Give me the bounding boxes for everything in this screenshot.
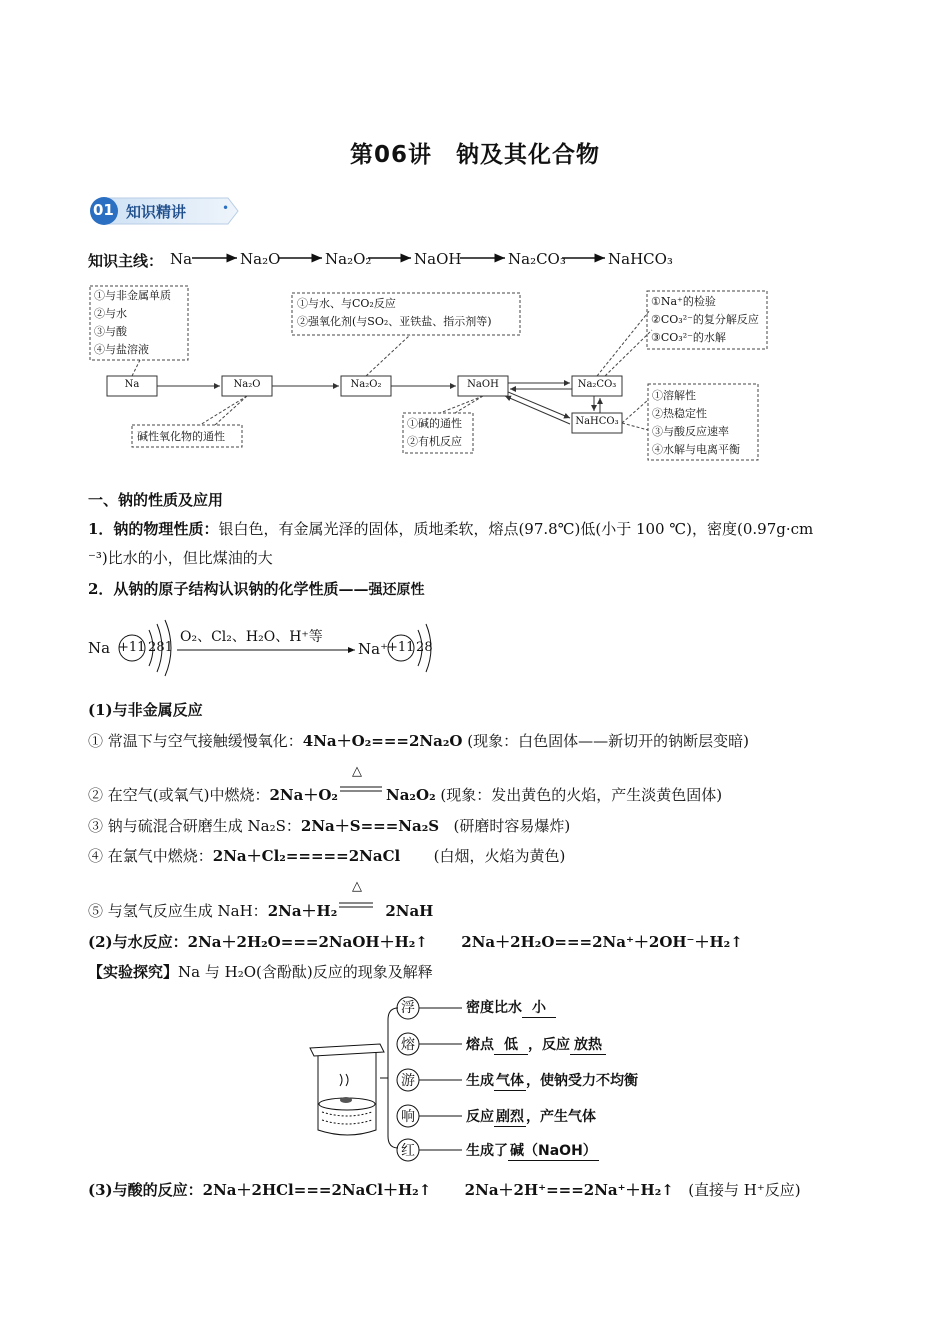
note-na2co3	[651, 293, 759, 347]
note-line: ②CO₃²⁻的复分解反应	[651, 313, 759, 326]
phenomenon-blank: 低	[494, 1034, 528, 1055]
mainline-label: 知识主线：	[88, 252, 164, 270]
note-line: ④水解与电离平衡	[652, 443, 740, 456]
reaction-equation: 2Na＋S===Na₂S	[300, 817, 440, 835]
phenomenon-blank: 气体	[494, 1070, 526, 1091]
experiment-text: Na 与 H₂O(含酚酞)反应的现象及解释	[178, 963, 433, 981]
atom-left-symbol: Na	[88, 639, 111, 657]
reaction-equation-ionic: 2Na＋2H₂O===2Na⁺＋2OH⁻＋H₂↑	[461, 933, 743, 951]
paragraph-lead: 1．钠的物理性质：	[88, 520, 219, 538]
note-na2o: 碱性氧化物的通性	[137, 430, 225, 443]
phenomenon-float	[466, 997, 556, 1018]
reaction-equation: 2Na＋2HCl===2NaCl＋H₂↑	[202, 1181, 432, 1199]
reaction-equation-ionic: 2Na＋2H⁺===2Na⁺＋H₂↑	[464, 1181, 674, 1199]
mainline-item-na2o2: Na₂O₂	[325, 250, 372, 268]
section-heading: 一、钠的性质及应用	[88, 491, 224, 509]
badge-label: 知识精讲	[126, 203, 187, 221]
note-line: ①溶解性	[652, 389, 696, 402]
subsection-lead: (3)与酸的反应：	[88, 1181, 203, 1199]
note-line: ①Na⁺的检验	[651, 295, 716, 308]
node-na2co3: Na₂CO₃	[577, 379, 617, 390]
note-line: ②强氧化剂(与SO₂、亚铁盐、指示剂等)	[297, 315, 492, 328]
note-line: ②有机反应	[407, 435, 462, 448]
reaction-5	[88, 901, 433, 921]
node-na: Na	[124, 379, 140, 390]
reaction-2	[88, 785, 722, 805]
atom-right-symbol: Na⁺	[358, 640, 388, 658]
paragraph-chemical	[88, 579, 424, 600]
reaction-equation-left: 2Na＋O₂	[269, 786, 338, 804]
phenomenon-blank: 小	[522, 997, 556, 1018]
reaction-3	[88, 816, 570, 836]
phenomenon-char-float: 浮	[401, 1000, 415, 1016]
phenomenon-blank: 剧烈	[494, 1106, 526, 1127]
atom-right-nucleus: +11	[387, 640, 415, 655]
atom-left-shells: 2 8 1	[148, 640, 172, 655]
note-na	[94, 287, 171, 359]
phenomenon-sound	[466, 1106, 596, 1127]
phenomenon-text: 熔点	[466, 1037, 494, 1053]
reaction-note: (直接与 H⁺反应)	[688, 1181, 801, 1199]
badge-number: 01	[93, 201, 114, 219]
phenomenon-text: ，使钠受力不均衡	[526, 1073, 638, 1089]
mainline-item-na2o: Na₂O	[240, 250, 281, 268]
atom-arrow-label: O₂、Cl₂、H₂O、H⁺等	[180, 629, 323, 645]
reaction-equation-right: 2NaH	[385, 902, 434, 920]
reaction-note: (现象：发出黄色的火焰，产生淡黄色固体)	[440, 786, 723, 804]
note-line: ④与盐溶液	[94, 343, 149, 356]
reaction-note: (研磨时容易爆炸)	[453, 817, 571, 835]
experiment-heading	[88, 962, 433, 982]
phenomenon-char-swim: 游	[401, 1073, 415, 1089]
note-line: ③与酸反应速率	[652, 425, 729, 438]
note-line: ②热稳定性	[652, 407, 707, 420]
note-line: ①碱的通性	[407, 417, 462, 430]
reaction-note: (白烟，火焰为黄色)	[433, 847, 566, 865]
badge-dot-icon: •	[222, 201, 230, 215]
node-na2o: Na₂O	[233, 379, 261, 390]
subsection-acid	[88, 1180, 801, 1200]
atom-right-shells: 2 8	[416, 640, 431, 655]
node-nahco3: NaHCO₃	[575, 416, 619, 427]
phenomenon-text: ，反应	[528, 1037, 570, 1053]
note-line: ③与酸	[94, 325, 127, 338]
subsection-lead: (2)与水反应：	[88, 933, 188, 951]
note-line: ①与水、与CO₂反应	[297, 297, 396, 310]
note-line: ①与非金属单质	[94, 289, 171, 302]
phenomenon-swim	[466, 1070, 638, 1091]
phenomenon-blank: 碱（NaOH）	[508, 1140, 599, 1161]
note-na2o2	[297, 295, 492, 331]
phenomenon-blank: 放热	[570, 1034, 606, 1055]
atom-left-nucleus: +11	[118, 640, 146, 655]
reaction-text: ⑤ 与氢气反应生成 NaH：	[88, 902, 268, 920]
page-title: 第06讲 钠及其化合物	[349, 142, 600, 168]
paragraph-physical	[88, 519, 813, 539]
paragraph-tail: 强还原性	[368, 582, 425, 598]
phenomenon-char-melt: 熔	[401, 1037, 415, 1053]
reaction-equation-left: 2Na＋H₂	[267, 902, 338, 920]
paragraph-physical-cont: ⁻³)比水的小，但比煤油的大	[88, 549, 273, 567]
subsection-nonmetal: (1)与非金属反应	[88, 701, 203, 719]
reaction-equation-right: Na₂O₂	[386, 786, 436, 804]
reaction-text: ④ 在氯气中燃烧：	[88, 847, 213, 865]
note-line: ②与水	[94, 307, 127, 320]
subsection-water	[88, 932, 743, 952]
note-nahco3	[652, 387, 740, 459]
reaction-note: (现象：白色固体——新切开的钠断层变暗)	[467, 732, 749, 750]
phenomenon-char-sound: 响	[401, 1109, 415, 1125]
reaction-equation: 2Na＋Cl₂=====2NaCl	[212, 847, 401, 865]
node-na2o2: Na₂O₂	[350, 379, 382, 390]
paragraph-text: 银白色，有金属光泽的固体，质地柔软，熔点(97.8℃)低(小于 100 ℃)，密度(0.97g·cm	[218, 520, 814, 538]
reaction-text: ① 常温下与空气接触缓慢氧化：	[88, 732, 303, 750]
phenomenon-text: 生成了	[466, 1143, 508, 1159]
reaction-4	[88, 846, 565, 866]
phenomenon-text: 反应	[466, 1109, 494, 1125]
condition-heat-2: △	[352, 879, 362, 894]
phenomenon-char-red: 红	[401, 1143, 415, 1159]
mainline-item-nahco3: NaHCO₃	[608, 250, 673, 268]
experiment-lead: 【实验探究】	[88, 963, 179, 981]
equals-sign	[337, 901, 385, 921]
mainline-item-na: Na	[170, 250, 193, 268]
paragraph-lead: 2．从钠的原子结构认识钠的化学性质——	[88, 580, 369, 598]
phenomenon-text: 密度比水	[466, 1000, 522, 1016]
condition-heat-1: △	[352, 764, 362, 779]
reaction-text: ② 在空气(或氧气)中燃烧：	[88, 786, 270, 804]
equals-sign	[338, 785, 386, 805]
node-naoh: NaOH	[467, 379, 499, 390]
mainline-arrows	[0, 0, 950, 280]
phenomenon-text: ，产生气体	[526, 1109, 596, 1125]
note-line: ③CO₃²⁻的水解	[651, 331, 726, 344]
phenomenon-red	[466, 1140, 599, 1161]
note-naoh	[407, 415, 462, 451]
reaction-1	[88, 731, 749, 751]
phenomenon-text: 生成	[466, 1073, 494, 1089]
reaction-text: ③ 钠与硫混合研磨生成 Na₂S：	[88, 817, 301, 835]
reaction-equation: 4Na＋O₂===2Na₂O	[302, 732, 463, 750]
mainline-item-naoh: NaOH	[414, 250, 462, 268]
phenomenon-melt	[466, 1034, 606, 1055]
mainline-item-na2co3: Na₂CO₃	[508, 250, 566, 268]
reaction-equation: 2Na＋2H₂O===2NaOH＋H₂↑	[187, 933, 428, 951]
